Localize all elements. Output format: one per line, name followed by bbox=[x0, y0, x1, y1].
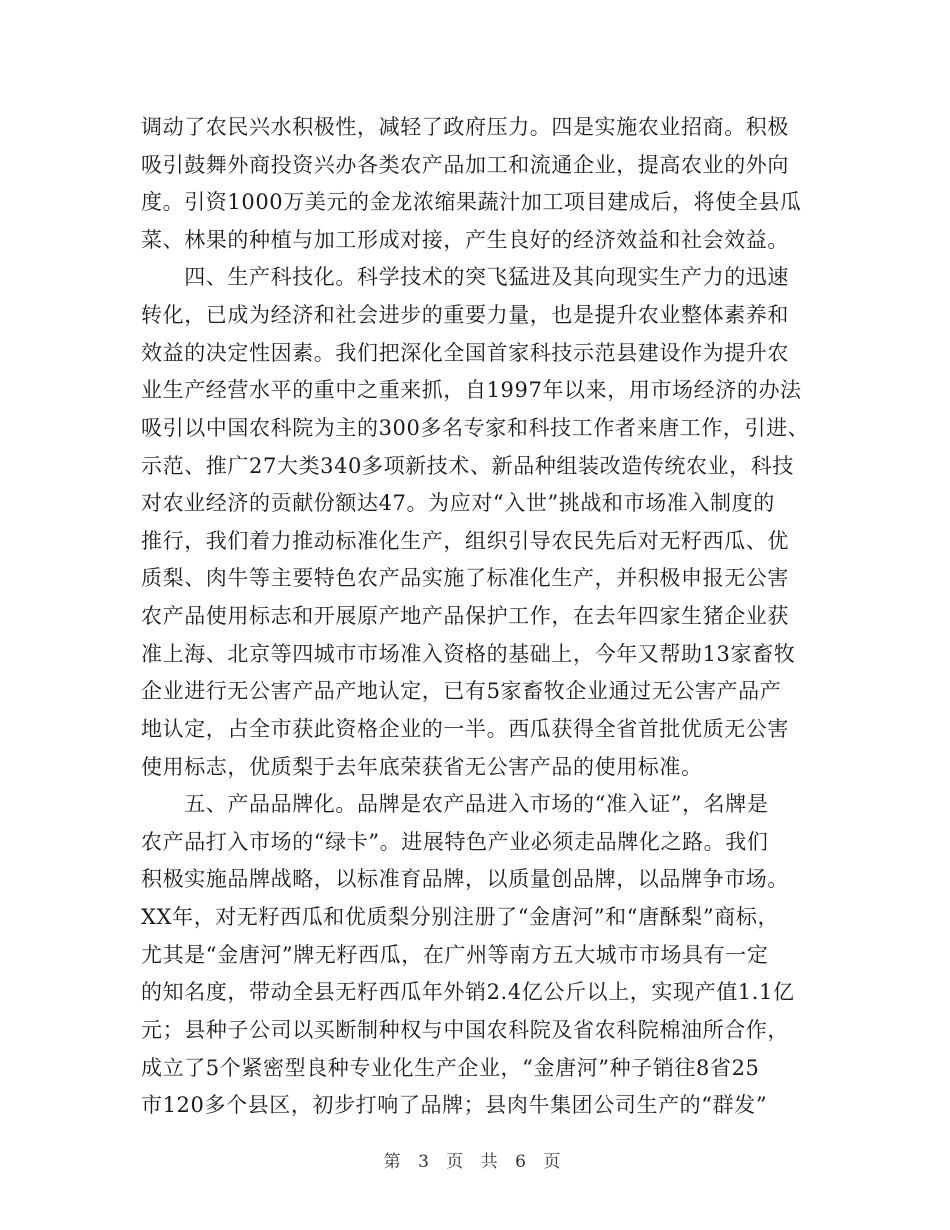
text-line: 准上海、北京等四城市市场准入资格的基础上，今年又帮助13家畜牧 bbox=[141, 642, 796, 666]
text-line: 尤其是“金唐河”牌无籽西瓜，在广州等南方五大城市市场具有一定 bbox=[141, 943, 769, 967]
text-line: XX年，对无籽西瓜和优质梨分别注册了“金唐河”和“唐酥梨”商标， bbox=[141, 905, 780, 929]
text-line: 质梨、肉牛等主要特色农产品实施了标准化生产，并积极申报无公害 bbox=[141, 566, 789, 590]
text-line: 积极实施品牌战略，以标准育品牌，以质量创品牌，以品牌争市场。 bbox=[141, 867, 789, 891]
text-line: 吸引鼓舞外商投资兴办各类农产品加工和流通企业，提高农业的外向 bbox=[141, 153, 789, 177]
text-line: 示范、推广27大类340多项新技术、新品种组装改造传统农业，科技 bbox=[141, 454, 795, 478]
text-line: 菜、林果的种植与加工形成对接，产生良好的经济效益和社会效益。 bbox=[141, 228, 789, 252]
text-line: 农产品打入市场的“绿卡”。进展特色产业必须走品牌化之路。我们 bbox=[141, 830, 769, 854]
text-line: 转化，已成为经济和社会进步的重要力量，也是提升农业整体素养和 bbox=[141, 303, 789, 327]
text-line: 企业进行无公害产品产地认定，已有5家畜牧企业通过无公害产品产 bbox=[141, 679, 782, 703]
text-line: 效益的决定性因素。我们把深化全国首家科技示范县建设作为提升农 bbox=[141, 341, 789, 365]
text-line: 推行，我们着力推动标准化生产，组织引导农民先后对无籽西瓜、优 bbox=[141, 529, 789, 553]
text-line: 成立了5个紧密型良种专业化生产企业，“金唐河”种子销往8省25 bbox=[141, 1056, 760, 1080]
text-line: 元；县种子公司以买断制种权与中国农科院及省农科院棉油所合作， bbox=[141, 1018, 789, 1042]
text-line: 业生产经营水平的重中之重来抓，自1997年以来，用市场经济的办法 bbox=[141, 378, 802, 402]
text-line: 地认定，占全市获此资格企业的一半。西瓜获得全省首批优质无公害 bbox=[141, 717, 789, 741]
text-line: 度。引资1000万美元的金龙浓缩果蔬汁加工项目建成后，将使全县瓜 bbox=[141, 190, 802, 214]
text-line: 调动了农民兴水积极性，减轻了政府压力。四是实施农业招商。积极 bbox=[141, 115, 789, 139]
text-line: 吸引以中国农科院为主的300多名专家和科技工作者来唐工作，引进、 bbox=[141, 416, 810, 440]
text-line: 对农业经济的贡献份额达47。为应对“入世”挑战和市场准入制度的 bbox=[141, 491, 775, 515]
text-line: 五、产品品牌化。品牌是农产品进入市场的“准入证”，名牌是 bbox=[141, 792, 769, 816]
text-line: 使用标志，优质梨于去年底荣获省无公害产品的使用标准。 bbox=[141, 755, 703, 779]
text-line: 四、生产科技化。科学技术的突飞猛进及其向现实生产力的迅速 bbox=[141, 265, 789, 289]
text-line: 市120多个县区，初步打响了品牌；县肉牛集团公司生产的“群发” bbox=[141, 1093, 768, 1117]
text-line: 的知名度，带动全县无籽西瓜年外销2.4亿公斤以上，实现产值1.1亿 bbox=[141, 980, 795, 1004]
text-line: 农产品使用标志和开展原产地产品保护工作，在去年四家生猪企业获 bbox=[141, 604, 789, 628]
page-number-footer: 第 3 页 共 6 页 bbox=[383, 1152, 567, 1172]
